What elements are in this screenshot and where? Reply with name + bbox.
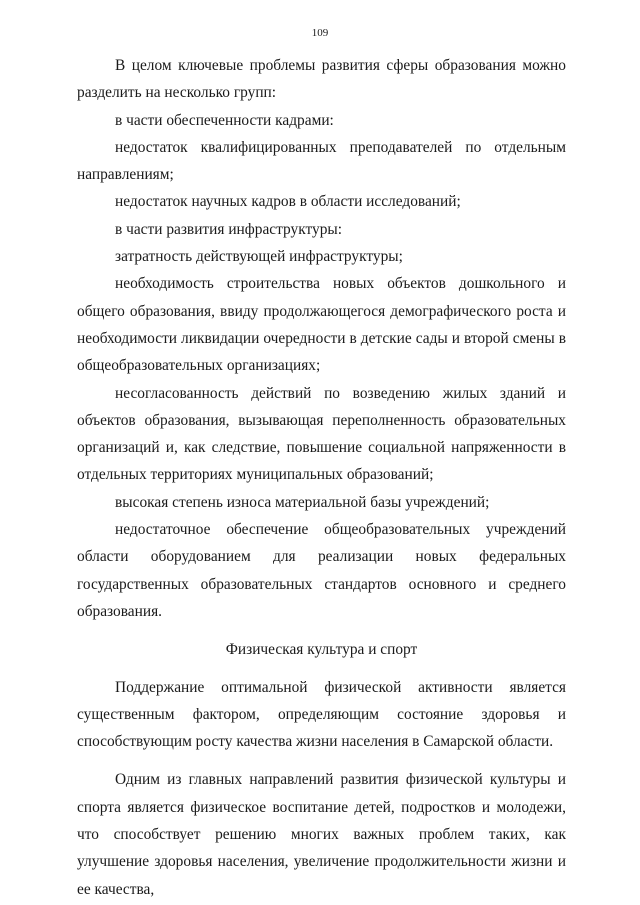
document-body <box>77 52 566 903</box>
paragraph-infrastructure-heading: в части развития инфраструктуры: <box>115 220 343 238</box>
paragraph-intro: В целом ключевые проблемы развития сферы образования можно разделить на несколько групп: <box>77 57 566 102</box>
page-number: 109 <box>311 27 329 39</box>
paragraph-teacher-shortage: недостаток квалифицированных преподавателей по отдельным направлениям; <box>77 138 566 184</box>
section-heading: Физическая культура и спорт <box>225 641 418 659</box>
paragraph-construction-need: необходимость строительства новых объектов дошкольного и общего образования, ввиду продолжающегося демографического роста и необходимости ликвидации очередности в детские сады и второй смены в общеобразовательных организациях; <box>77 275 566 375</box>
paragraph-research-shortage: недостаток научных кадров в области исследований; <box>115 193 461 211</box>
paragraph-staffing-heading: в части обеспеченности кадрами: <box>115 111 334 129</box>
paragraph-equipment: недостаточное обеспечение общеобразовательных учреждений области оборудованием для реализации новых федеральных государственных образовательных стандартов основного и среднего образования. <box>77 521 566 620</box>
paragraph-infrastructure-cost: затратность действующей инфраструктуры; <box>115 248 403 266</box>
paragraph-wear: высокая степень износа материальной базы учреждений; <box>115 493 490 511</box>
paragraph-coordination: несогласованность действий по возведению жилых зданий и объектов образования, вызывающая переполненность образовательных организаций и, как следствие, повышение социальной напряженности в отдельных территориях муниципальных образований; <box>77 384 566 484</box>
paragraph-physical-education: Одним из главных направлений развития физической культуры и спорта является физическое воспитание детей, подростков и молодежи, что способствует решению многих важных проблем таких, как улучшение здоровья населения, увеличение продолжительности жизни и ее качества, <box>77 771 566 898</box>
paragraph-physical-activity: Поддержание оптимальной физической активности является существенным фактором, определяющим состояние здоровья и способствующим росту качества жизни населения в Самарской области. <box>77 678 566 751</box>
